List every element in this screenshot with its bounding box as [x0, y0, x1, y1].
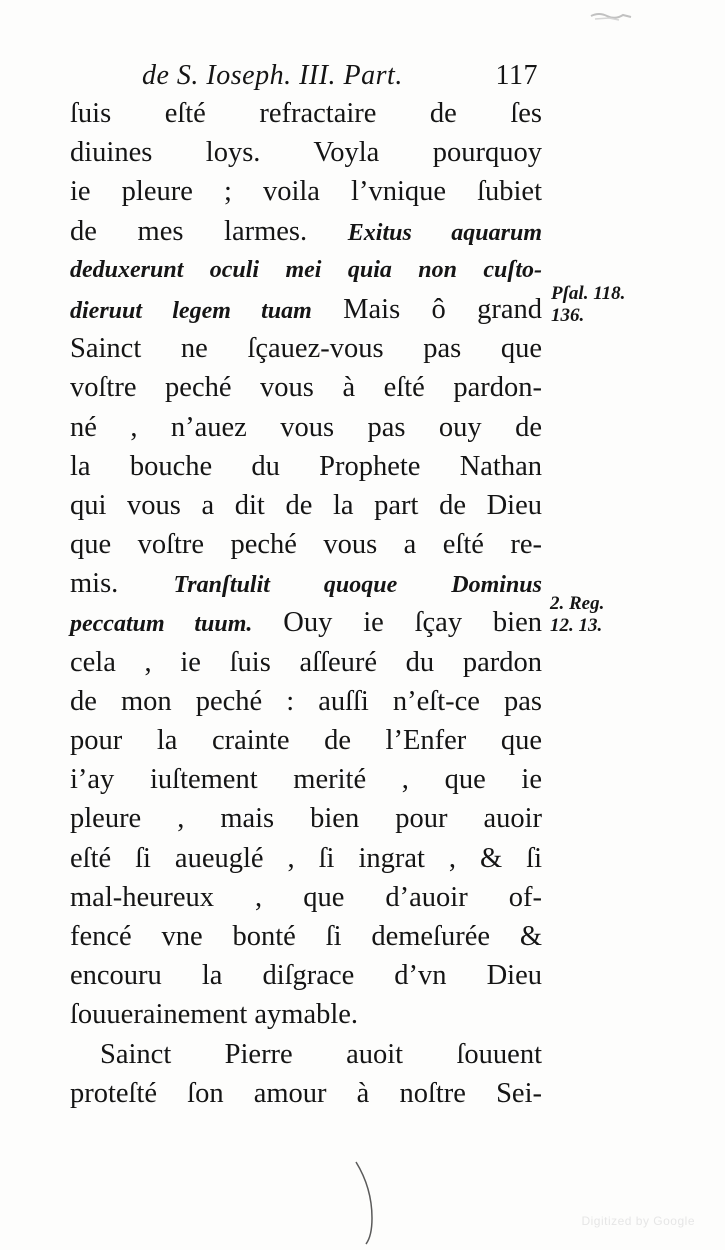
line-text: eſté ſi aueuglé , ſi ingrat , & ſi [70, 842, 542, 874]
line-text: mal-heureux , que d’auoir of- [70, 881, 542, 913]
text-line [70, 251, 542, 290]
text-line [70, 172, 542, 211]
line-text: Mais ô grand [311, 293, 543, 325]
line-text: encouru la diſgrace d’vn Dieu [70, 960, 542, 992]
watermark: Digitized by Google [581, 1214, 695, 1228]
line-text: ſouuerainement aymable. [70, 999, 359, 1031]
text-line [70, 212, 542, 251]
text-line [70, 682, 542, 721]
text-line [70, 603, 542, 642]
line-text: né , n’auez vous pas ouy de [70, 411, 542, 443]
margin-note-line: 12. 13. [550, 615, 603, 636]
line-text: ſuis eſté refractaire de ſes [70, 98, 542, 129]
text-line [70, 329, 542, 368]
page-number: 117 [495, 60, 538, 91]
line-text: ie pleure ; voila l’vnique ſubiet [70, 176, 542, 208]
line-text: pleure , mais bien pour auoir [70, 803, 542, 835]
text-line [70, 290, 542, 329]
line-text: proteſté ſon amour à noſtre Sei- [70, 1077, 542, 1109]
latin-quote: deduxerunt oculi mei quia non cuſto- [70, 256, 542, 283]
margin-note-reg [550, 593, 604, 637]
line-text: Sainct ne ſçauez-vous pas que [70, 333, 542, 365]
text-line [70, 917, 542, 956]
line-text: diuines loys. Voyla pourquoy [70, 137, 542, 169]
margin-note-line: 136. [551, 305, 585, 326]
text-line [70, 408, 542, 447]
text-line [70, 368, 542, 407]
body-text [70, 94, 542, 1113]
line-text: de mon peché : auſſi n’eſt-ce pas [70, 685, 542, 717]
margin-note-line: Pſal. 118. [551, 283, 626, 304]
text-line [70, 760, 542, 799]
latin-quote: Tranſtulit quoque Dominus [173, 572, 542, 599]
line-text: Sainct Pierre auoit ſouuent [100, 1038, 542, 1070]
text-line [70, 486, 542, 525]
text-line [70, 839, 542, 878]
text-line [70, 643, 542, 682]
line-text: que voſtre peché vous a eſté re- [70, 529, 542, 561]
text-line [70, 564, 542, 603]
text-line [70, 956, 542, 995]
line-text: i’ay iuſtement merité , que ie [70, 764, 542, 796]
line-text: mis. [70, 568, 174, 600]
text-line [70, 721, 542, 760]
latin-quote: peccatum tuum. [70, 611, 253, 638]
latin-quote: Exitus aquarum [347, 219, 542, 246]
running-head-title: de S. Ioseph. III. Part. [142, 60, 403, 91]
paragraph-start-line [70, 1035, 542, 1074]
page-fold-mark [350, 1158, 390, 1248]
text-line [70, 525, 542, 564]
text-line [70, 1074, 542, 1113]
ink-smudge [589, 10, 633, 22]
margin-note-line: 2. Reg. [550, 593, 605, 614]
running-head [142, 60, 542, 92]
margin-note-psalm [551, 283, 625, 327]
line-text: qui vous a dit de la part de Dieu [70, 489, 542, 521]
text-line [70, 995, 542, 1034]
line-text: Ouy ie ſçay bien [252, 607, 543, 639]
line-text: voſtre peché vous à eſté pardon- [70, 372, 542, 404]
text-line [70, 799, 542, 838]
text-line [70, 133, 542, 172]
text-line [70, 878, 542, 917]
text-line [70, 94, 542, 133]
latin-quote: dieruut legem tuam [70, 297, 312, 324]
text-line [70, 447, 542, 486]
line-text: fencé vne bonté ſi demeſurée & [70, 920, 542, 952]
line-text: de mes larmes. [70, 215, 348, 247]
line-text: cela , ie ſuis aſſeuré du pardon [70, 646, 542, 678]
line-text: la bouche du Prophete Nathan [70, 450, 542, 482]
line-text: pour la crainte de l’Enfer que [70, 725, 542, 756]
